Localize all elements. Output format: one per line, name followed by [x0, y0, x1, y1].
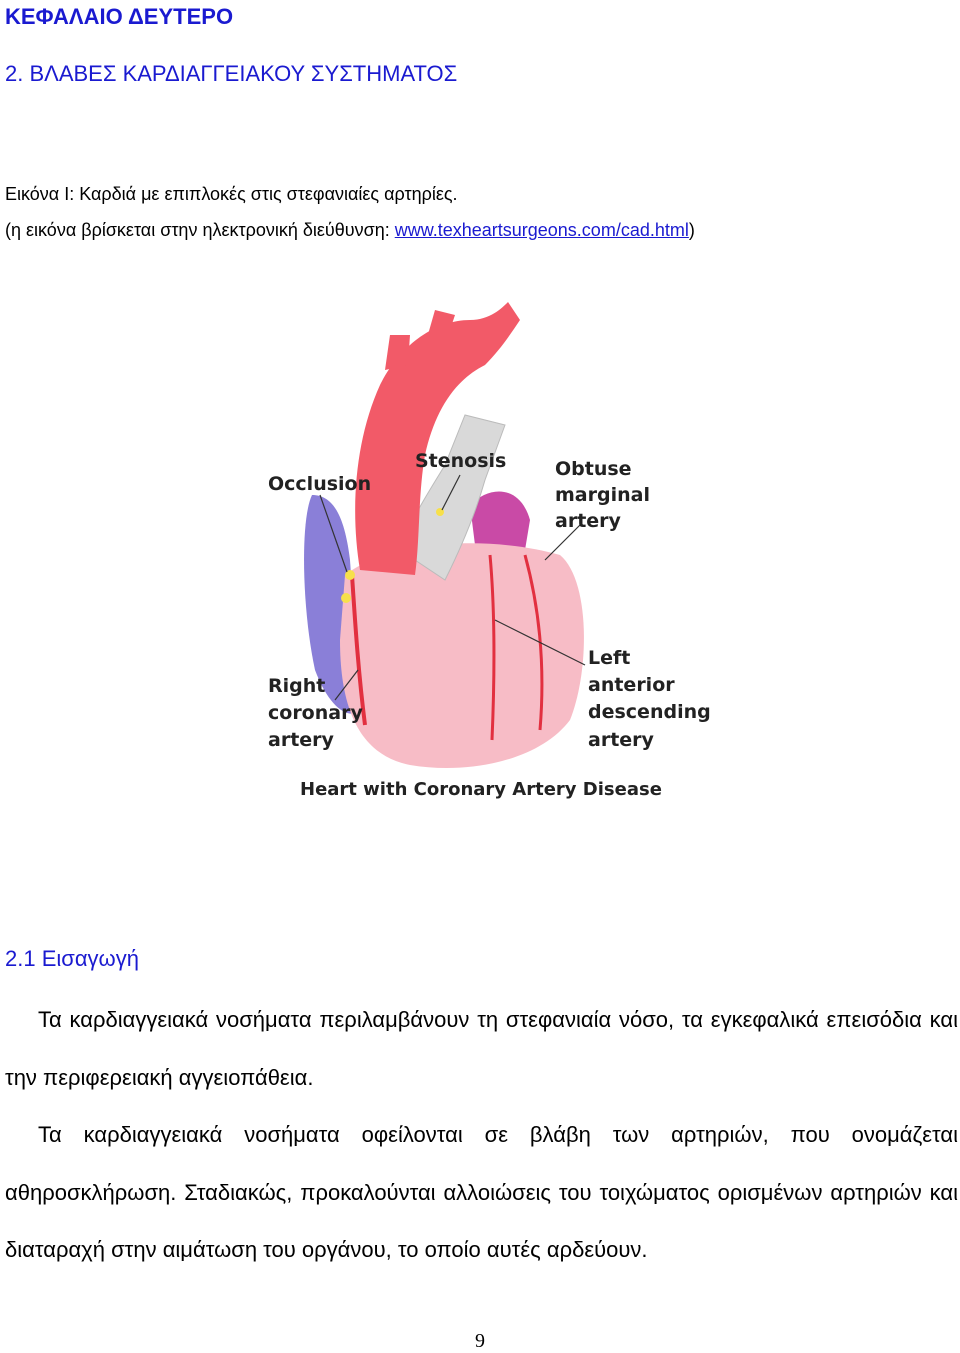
label-obtuse-1: Obtuse: [555, 458, 632, 480]
heart-body: [340, 543, 584, 768]
label-rca-1: Right: [268, 675, 326, 697]
label-lad-3: descending: [588, 701, 711, 723]
paragraph-2-text: Τα καρδιαγγειακά νοσήματα οφείλονται σε βλάβη των αρτηριών, που ονομάζεται αθηροσκλήρωση. Σταδιακώς, προκαλούνται αλλοιώσεις του τοιχώματος ορισμένων αρτηριών και διαταραχή στην αιμάτωση του οργάνου, το οποίο αυτές αρδεύουν.: [5, 1122, 958, 1262]
label-lad-1: Left: [588, 647, 631, 669]
figure-title: Heart with Coronary Artery Disease: [300, 779, 662, 800]
figure-caption: [5, 176, 695, 248]
caption-suffix: ): [688, 220, 695, 240]
label-obtuse-2: marginal: [555, 484, 650, 506]
section-title: 2. ΒΛΑΒΕΣ ΚΑΡΔΙΑΓΓΕΙΑΚΟΥ ΣΥΣΤΗΜΑΤΟΣ: [5, 61, 458, 86]
occlusion-plaque: [341, 593, 351, 603]
source-link[interactable]: www.texheartsurgeons.com/cad.html: [394, 220, 689, 240]
label-rca-2: coronary: [268, 702, 363, 724]
label-rca-3: artery: [268, 729, 334, 751]
paragraph-1: [5, 991, 958, 1106]
heart-figure: [240, 290, 720, 820]
paragraph-2: [5, 1106, 958, 1279]
subsection-title: 2.1 Εισαγωγή: [5, 946, 139, 971]
caption-line-1: Εικόνα Ι: Καρδιά με επιπλοκές στις στεφανιαίες αρτηρίες.: [5, 184, 458, 204]
caption-prefix: (η εικόνα βρίσκεται στην ηλεκτρονική διεύθυνση:: [5, 220, 395, 240]
label-occlusion: Occlusion: [268, 473, 372, 495]
label-obtuse-3: artery: [555, 510, 621, 532]
page-number: 9: [475, 1330, 485, 1352]
chapter-title: ΚΕΦΑΛΑΙΟ ΔΕΥΤΕΡΟ: [5, 4, 234, 29]
paragraph-1-text: Τα καρδιαγγειακά νοσήματα περιλαμβάνουν τη στεφανιαία νόσο, τα εγκεφαλικά επεισόδια και την περιφερειακή αγγειοπάθεια.: [5, 1007, 958, 1090]
label-lad-2: anterior: [588, 674, 675, 696]
label-stenosis: Stenosis: [415, 450, 507, 472]
caption-line-2: [5, 212, 695, 248]
heart-illustration: [240, 290, 720, 820]
label-lad-4: artery: [588, 729, 654, 751]
aortic-branch: [385, 335, 410, 370]
